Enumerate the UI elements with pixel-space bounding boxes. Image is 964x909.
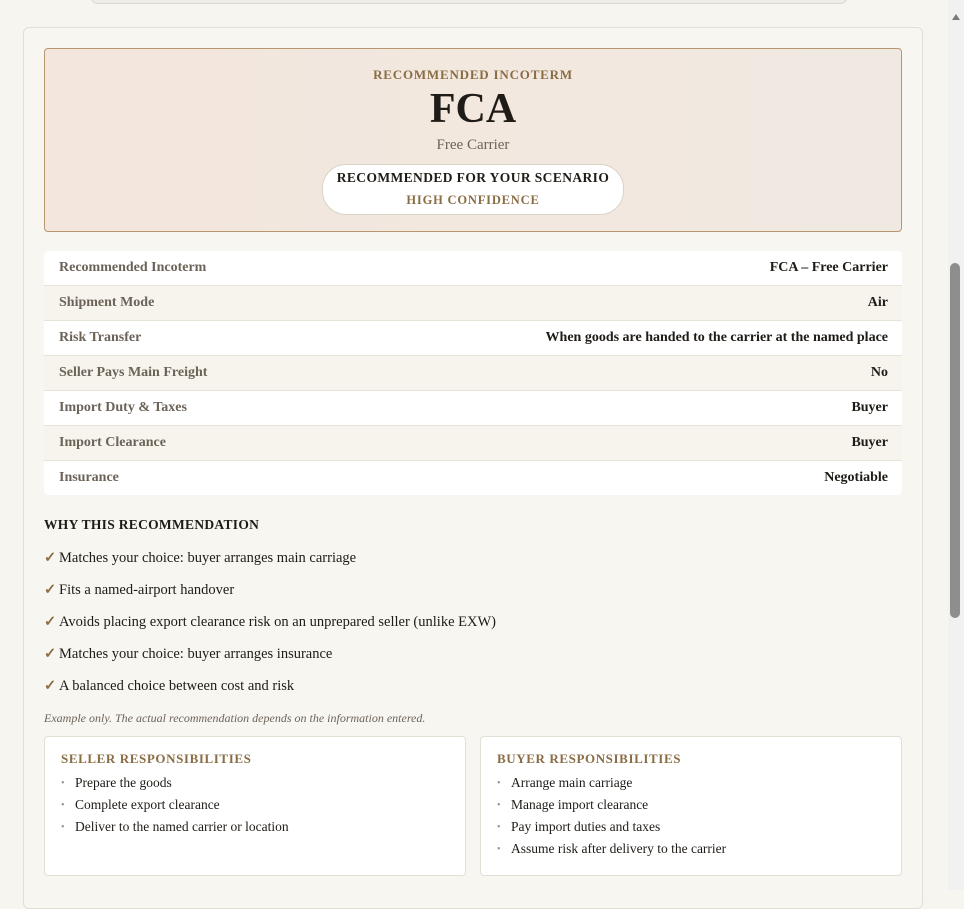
check-icon: ✓ bbox=[44, 582, 57, 598]
check-icon: ✓ bbox=[44, 550, 57, 566]
badge-confidence: HIGH CONFIDENCE bbox=[406, 193, 540, 207]
table-row bbox=[44, 390, 902, 425]
bullet-icon: • bbox=[497, 800, 501, 811]
vertical-scrollbar[interactable] bbox=[948, 0, 964, 890]
reason-text: Matches your choice: buyer arranges insurance bbox=[59, 646, 333, 662]
summary-table bbox=[44, 251, 902, 495]
bullet-icon: • bbox=[497, 844, 501, 855]
row-label: Risk Transfer bbox=[59, 330, 142, 345]
table-row bbox=[44, 355, 902, 390]
row-value: Negotiable bbox=[824, 470, 888, 485]
list-item bbox=[44, 582, 496, 614]
table-row bbox=[44, 460, 902, 495]
badge-title: RECOMMENDED FOR YOUR SCENARIO bbox=[336, 170, 610, 185]
row-label: Insurance bbox=[59, 470, 119, 485]
check-icon: ✓ bbox=[44, 614, 57, 630]
list-item bbox=[497, 797, 885, 819]
why-heading: WHY THIS RECOMMENDATION bbox=[44, 517, 260, 532]
reason-text: Avoids placing export clearance risk on an unprepared seller (unlike EXW) bbox=[59, 614, 496, 630]
table-row bbox=[44, 251, 902, 285]
bullet-icon: • bbox=[61, 822, 65, 833]
row-label: Seller Pays Main Freight bbox=[59, 365, 208, 380]
item-text: Assume risk after delivery to the carrier bbox=[511, 841, 727, 856]
list-item bbox=[44, 646, 496, 678]
table-row bbox=[44, 285, 902, 320]
table-row bbox=[44, 320, 902, 355]
list-item bbox=[497, 775, 885, 797]
top-search-bar bbox=[90, 0, 848, 4]
row-value: When goods are handed to the carrier at the named place bbox=[545, 330, 888, 345]
list-item bbox=[61, 797, 449, 819]
check-icon: ✓ bbox=[44, 646, 57, 662]
bullet-icon: • bbox=[61, 800, 65, 811]
item-text: Manage import clearance bbox=[511, 797, 649, 812]
list-item bbox=[61, 819, 449, 841]
item-text: Complete export clearance bbox=[75, 797, 220, 812]
list-item bbox=[44, 678, 496, 710]
buyer-responsibilities-panel bbox=[480, 736, 902, 876]
disclaimer-note: Example only. The actual recommendation depends on the information entered. bbox=[44, 711, 426, 725]
row-value: No bbox=[870, 365, 888, 380]
reason-text: Matches your choice: buyer arranges main carriage bbox=[59, 550, 357, 566]
reason-text: A balanced choice between cost and risk bbox=[59, 678, 295, 694]
row-label: Import Duty & Taxes bbox=[59, 400, 187, 415]
seller-responsibilities-panel bbox=[44, 736, 466, 876]
incoterm-name: Free Carrier bbox=[436, 137, 510, 153]
list-item bbox=[497, 841, 885, 863]
reason-text: Fits a named-airport handover bbox=[59, 582, 235, 598]
item-text: Deliver to the named carrier or location bbox=[75, 819, 289, 834]
recommended-incoterm-banner bbox=[44, 48, 902, 232]
list-item bbox=[44, 550, 496, 582]
scroll-up-arrow-icon[interactable] bbox=[952, 14, 960, 20]
bullet-icon: • bbox=[497, 822, 501, 833]
row-value: Buyer bbox=[851, 435, 888, 450]
row-label: Shipment Mode bbox=[59, 295, 155, 310]
item-text: Prepare the goods bbox=[75, 775, 172, 790]
incoterm-code: FCA bbox=[429, 86, 517, 132]
list-item bbox=[61, 775, 449, 797]
row-value: FCA – Free Carrier bbox=[769, 260, 888, 275]
banner-eyebrow: RECOMMENDED INCOTERM bbox=[373, 67, 573, 82]
item-text: Arrange main carriage bbox=[511, 775, 633, 790]
table-row bbox=[44, 425, 902, 460]
row-value: Air bbox=[867, 295, 888, 310]
bullet-icon: • bbox=[497, 778, 501, 789]
check-icon: ✓ bbox=[44, 678, 57, 694]
row-label: Import Clearance bbox=[59, 435, 166, 450]
row-label: Recommended Incoterm bbox=[59, 260, 207, 275]
confidence-badge bbox=[322, 164, 624, 215]
item-text: Pay import duties and taxes bbox=[511, 819, 661, 834]
list-item bbox=[497, 819, 885, 841]
panel-title: SELLER RESPONSIBILITIES bbox=[61, 751, 252, 766]
bullet-icon: • bbox=[61, 778, 65, 789]
reasons-list bbox=[44, 550, 496, 710]
panel-title: BUYER RESPONSIBILITIES bbox=[497, 751, 682, 766]
scrollbar-thumb[interactable] bbox=[950, 263, 960, 618]
list-item bbox=[44, 614, 496, 646]
row-value: Buyer bbox=[851, 400, 888, 415]
